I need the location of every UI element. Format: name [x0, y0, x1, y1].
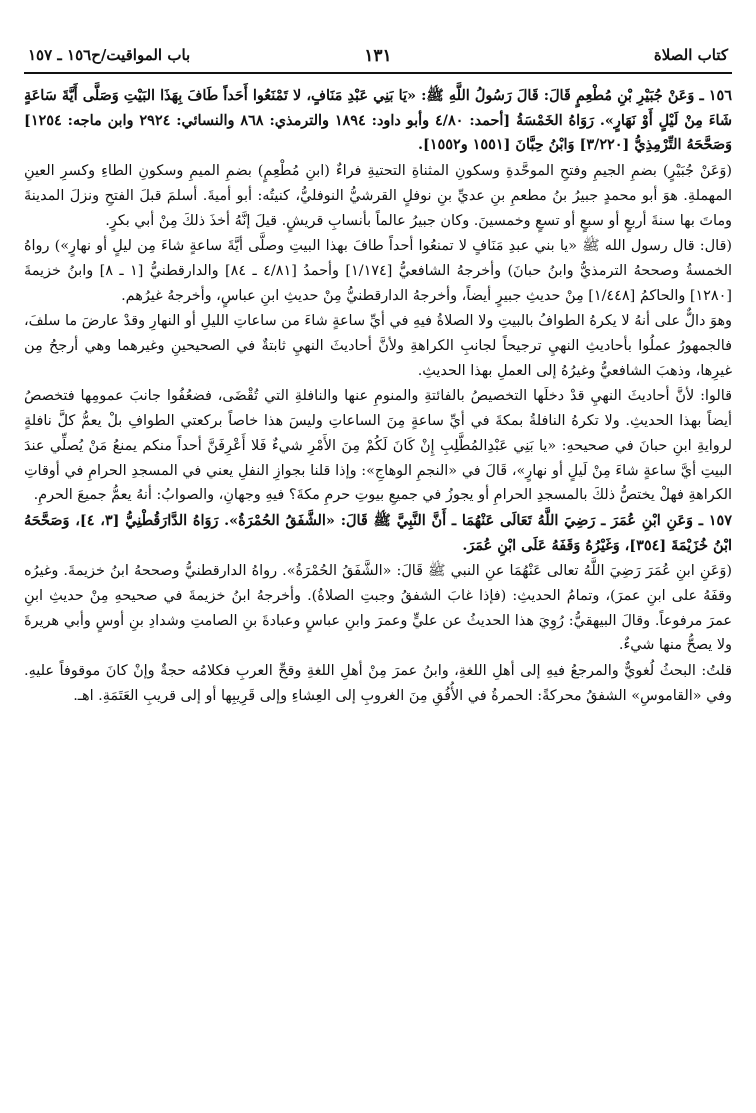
commentary-hadith-156: (قال: قال رسول الله ﷺ «يا بني عبدِ مَنَافٍ لا تمنعُوا أحداً طافَ بهذا البيتِ وصلَّى أيَّةَ ساعةٍ شاءَ مِن ليلٍ أو نهارٍ») رواهُ الخمسةُ وصححهُ الترمذيُّ وابنُ حبانَ) وأخرجهُ الشافعيُّ [١/١٧٤] وأحمدُ [٤/٨١ ـ ٨٤] والدارقطنيُّ [١ ـ ٨] وابنُ خزيمةَ [١٢٨٠] والحاكمُ [١/٤٤٨] مِنْ حديثِ جبيرٍ أيضاً، وأخرجهُ الدارقطنيُّ مِنْ حديثِ ابنِ عباسٍ، وأخرجهُ غيرُهم. [24, 238, 732, 304]
book-title: كتاب الصلاة [653, 46, 728, 64]
commentary-hadith-157: (وَعَنِ ابنِ عُمَرَ رَضِيَ اللَّهُ تعالى عَنْهُمَا عنِ النبي ﷺ قَالَ: «الشَّفَقُ الحُمْرَةُ». رواهُ الدارقطنيُّ وصححهُ ابنُ خزيمةَ. وغيرُه وقفَهُ على ابنِ عمرَ)، وتمامُ الحديثِ: (فإذا غابَ الشفقُ وجبتِ الصلاةُ). وأخرجهُ ابنُ خزيمةَ في صحيحهِ مِنْ حديثِ ابنِ عمرَ مرفوعاً. وقالَ البيهقيُّ: رُوِيَ هذا الحديثُ عن عليٍّ وعمرَ وابنِ عباسٍ وعبادةَ بنِ الصامتِ وشدادِ بنِ أوسٍ وأبي هريرةَ ولا يصحُّ منها شيءٌ. [24, 563, 732, 654]
page-body [24, 84, 732, 709]
page-header [24, 40, 732, 74]
page-number: ١٣١ [364, 46, 392, 66]
commentary-lexical: قلتُ: البحثُ لُغويٌّ والمرجعُ فيهِ إلى أهلِ اللغةِ، وابنُ عمرَ مِنْ أهلِ اللغةِ وقحِّ العربِ فكلامُه حجةٌ وإنْ كانَ موقوفاً عليهِ. وفي «القاموسِ» الشفقُ محركةً: الحمرةُ في الأُفُقِ مِنَ الغروبِ إلى العِشاءِ وإلى قَرِيبِها أو إلى قريبِ العَتَمَةِ. اهـ. [24, 663, 732, 704]
commentary-ruling: وهوَ دالٌّ على أنهُ لا يكرهُ الطوافُ بالبيتِ ولا الصلاةُ فيهِ في أيِّ ساعةٍ شاءَ من ساعاتِ الليلِ أو النهارِ وقدْ عارضَ ما سلفَ، فالجمهورُ عملُوا بأحاديثِ النهيِ ترجيحاً لجانبِ الكراهةِ ولأنَّ أحاديثَ النهيِ ثابتةٌ في الصحيحينِ وغيرهما وهي أرجحُ مِن غيرِها، وذهبَ الشافعيُّ وغيرُهُ إلى العملِ بهذا الحديثِ. [24, 313, 732, 379]
chapter-title: باب المواقيت/ح١٥٦ ـ ١٥٧ [28, 46, 191, 64]
commentary-narrator-jubayr: (وَعَنْ جُبَيْرٍ) بضمِ الجيمِ وفتحِ الموحَّدةِ وسكونِ المثناةِ التحتيةِ فراءٌ (ابنِ مُطْعِمٍ) بضمِ الميمِ وسكونِ الطاءِ وكسرِ العينِ المهملةِ. هوَ أبو محمدٍ جبيرُ بنُ مطعمِ بنِ عديِّ بنِ نوفلٍ القرشيُّ النوفليُّ، كنيتُه: أبو أميةَ. أسلمَ قبلَ الفتحِ ونزلَ المدينةَ وماتَ بها سنةَ أربعٍ أو سبعٍ أو تسعٍ وخمسينَ. وكان جبيرُ عالماً بأنسابِ قريشٍ. قيلَ إنَّهُ أخذَ ذلكَ مِنْ أبي بكرٍ. [24, 163, 732, 229]
hadith-156-text: ١٥٦ ـ وَعَنْ جُبَيْرِ بْنِ مُطْعِمٍ قَالَ: قَالَ رَسُولُ اللَّهِ ﷺ: «يَا بَنِي عَبْدِ مَنَافٍ، لا تَمْنَعُوا أَحَداً طَافَ بِهَذَا البَيْتِ وَصَلَّى أَيَّةَ سَاعَةٍ شَاءَ مِنْ لَيْلٍ أَوْ نَهَارٍ». رَوَاهُ الخَمْسَةُ [أحمد: ٤/٨٠ وأبو داود: ١٨٩٤ والترمذي: ٨٦٨ والنسائي: ٢٩٢٤ وابن ماجه: ١٢٥٤] وَصَحَّحَهُ التِّرْمِذِيُّ [٣/٢٢٠] وَابْنُ حِبَّانَ [١٥٥١ و١٥٥٢]. [24, 87, 732, 154]
commentary-scholars: قالوا: لأنَّ أحاديثَ النهيِ قدْ دخلَها التخصيصُ بالفائتةِ والمنومِ عنها والنافلةِ التي تُقْضَى، فضعُفُوا جانبَ عمومِها فتخصصُ أيضاً بهذا الحديثِ. ولا تكرهُ النافلةُ بمكةَ في أيِّ ساعةٍ مِنَ الساعاتِ وليسَ هذا خاصاً بركعتي الطوافِ بلْ يعمُّ كلَّ نافلةٍ لروايةِ ابنِ حبانَ في صحيحهِ: «يا بَنِي عَبْدِالمُطَّلِبِ إِنْ كَانَ لَكُمْ مِنَ الأَمْرِ شيءٌ فَلا أَعْرِفَنَّ أحداً منكم يمنعُ مَنْ يُصلِّي عندَ البيتِ أيَّ ساعةٍ شاءَ مِنْ لَيلٍ أو نهارٍ»، قَالَ في «النجمِ الوهاجِ»: وإذا قلنا بجوازِ النفلِ يعني في المسجدِ الحرامِ في أوقاتِ الكراهةِ فهلْ يختصُّ ذلكَ بالمسجدِ الحرامِ أو يجوزُ في جميعِ بيوتِ حرمِ مكةَ؟ فيهِ وجهانِ، والصوابُ: أنهُ يعمُّ جميعَ الحرمِ. [24, 388, 732, 504]
hadith-157-text: ١٥٧ ـ وَعَنِ ابْنِ عُمَرَ ـ رَضِيَ اللَّهُ تَعَالَى عَنْهُمَا ـ أَنَّ النَّبِيَّ ﷺ قَالَ: «الشَّفَقُ الحُمْرَةُ». رَوَاهُ الدَّارَقُطْنِيُّ [٣، ٤]، وَصَحَّحَهُ ابْنُ خُزَيْمَةَ [٣٥٤]، وَغَيْرُهُ وَقَفَهُ عَلَى ابْنِ عُمَرَ. [24, 511, 732, 554]
